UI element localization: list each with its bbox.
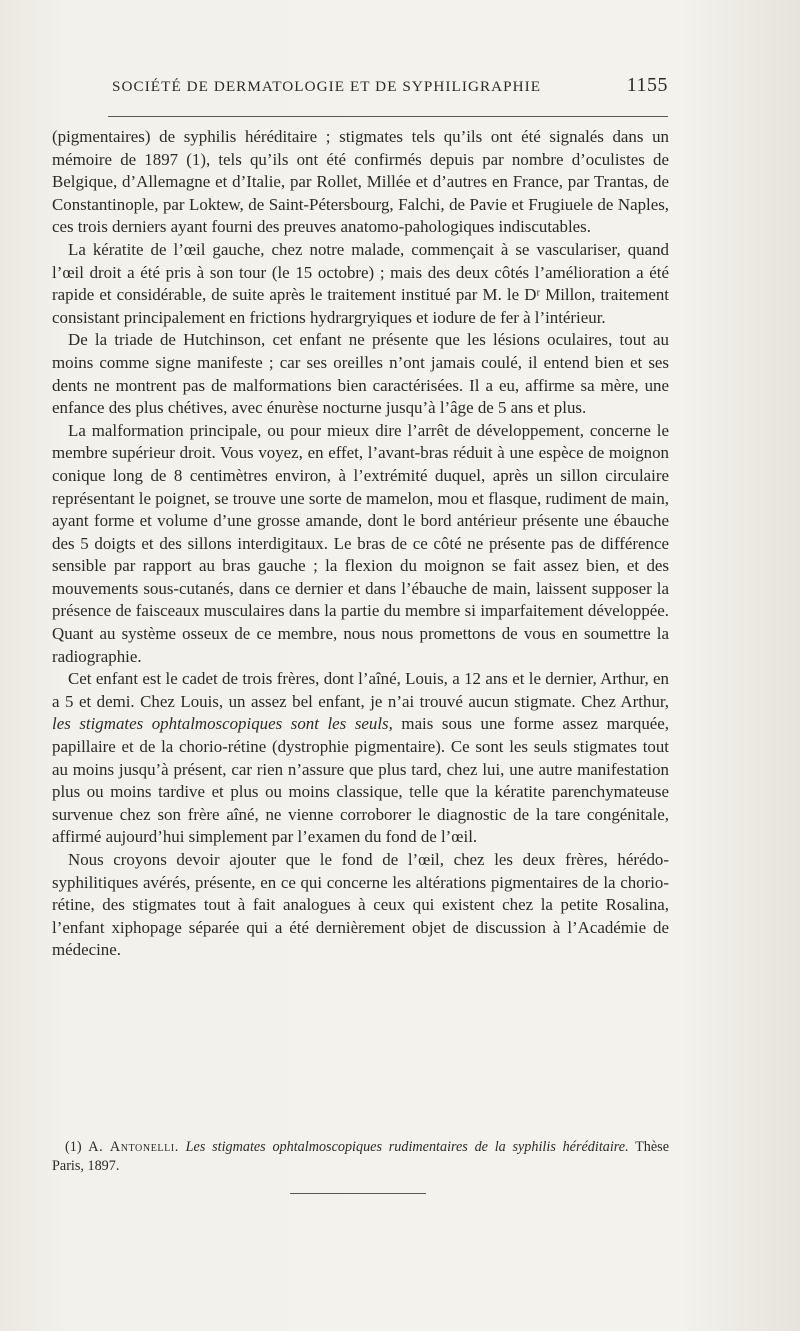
paragraph-3: De la triade de Hutchinson, cet enfant ne présente que les lésions oculaires, tout au moins comme signe manifeste ; car ses oreilles n’ont jamais coulé, il entend bien et ses dents ne montrent pas de malformations bien caractérisées. Il a eu, affirme sa mère, une enfance des plus chétives, avec énurèse nocturne jusqu’à l’âge de 5 ans et plus. <box>52 330 669 418</box>
footnote-author: A. Antonelli. <box>88 1139 179 1155</box>
footnote-title: Les stigmates ophtalmoscopiques rudimentaires de la syphilis héréditaire. <box>185 1139 629 1155</box>
paragraph-5 <box>52 668 669 849</box>
paragraph-5-italic: les stigmates ophtalmoscopiques sont les seuls, <box>52 714 393 734</box>
page-number: 1155 <box>626 74 668 96</box>
paragraph-4: La malformation principale, ou pour mieux dire l’arrêt de développement, concerne le membre supérieur droit. Vous voyez, en effet, l’avant-bras réduit à une espèce de moignon conique long de 8 centimètres environ, à l’extrémité duquel, après un sillon circulaire représentant le poignet, se trouve une sorte de mamelon, mou et flasque, rudiment de main, ayant forme et volume d’une grosse amande, dont le bord antérieur présente une ébauche des 5 doigts et des sillons interdigitaux. Le bras de ce côté ne présente pas de différence sensible par rapport au bras gauche ; la flexion du moignon se fait assez bien, et des mouvements sous-cutanés, dans ce dernier et dans l’ébauche de main, laissent supposer la présence de faisceaux musculaires dans la partie du membre si imparfaitement développée. Quant au système osseux de ce membre, nous nous promettons de vous en soumettre la radiographie. <box>52 420 669 666</box>
body-text <box>52 126 669 962</box>
paragraph-1: (pigmentaires) de syphilis héréditaire ; stigmates tels qu’ils ont été signalés dans un mémoire de 1897 (1), tels qu’ils ont été confirmés depuis par nombre d’oculistes de Belgique, d’Allemagne et d’Italie, par Rollet, Millée et d’autres en France, par Trantas, de Constantinople, par Loktew, de Saint-Pétersbourg, Falchi, de Pavie et Frugiuele de Naples, ces trois derniers ayant fourni des preuves anatomo-pahologiques indiscutables. <box>52 127 669 237</box>
paragraph-5-end: mais sous une forme assez marquée, papillaire et de la chorio-rétine (dystrophie pigmentaire). Ce sont les seuls stigmates tout au moins jusqu’à présent, car rien n’assure que plus tard, chez lui, une autre manifestation plus ou moins tardive et plus ou moins classique, telle que la kératite parenchymateuse survenue chez son frère aîné, ne vienne corroborer le diagnostic de la tare congénitale, affirmé aujourd’hui simplement par l’examen du fond de l’œil. <box>52 714 669 847</box>
footnote-marker: (1) <box>65 1139 89 1155</box>
footer-rule <box>290 1193 426 1194</box>
footnote <box>52 1138 669 1176</box>
paragraph-6: Nous croyons devoir ajouter que le fond de l’œil, chez les deux frères, hérédo-syphilitiques avérés, présente, en ce qui concerne les altérations pigmentaires de la chorio-rétine, des stigmates tout à fait analogues à ceux qui existent chez la petite Rosalina, l’enfant xiphopage séparée qui a été dernièrement objet de discussion à l’Académie de médecine. <box>52 850 669 960</box>
running-head <box>112 74 668 102</box>
paragraph-2: La kératite de l’œil gauche, chez notre malade, commençait à se vasculariser, quand l’œil droit a été pris à son tour (le 15 octobre) ; mais des deux côtés l’amélioration a été rapide et considérable, de suite après le traitement institué par M. le Dʳ Millon, traitement consistant principalement en frictions hydrargryiques et iodure de fer à l’intérieur. <box>52 239 669 327</box>
footnote-rest: Thèse Paris, 1897. <box>52 1139 670 1174</box>
paragraph-5-start: Cet enfant est le cadet de trois frères, dont l’aîné, Louis, a 12 ans et le dernier, Arthur, en a 5 et demi. Chez Louis, un assez bel enfant, je n’ai trouvé aucun stigmate. Chez Arthur, <box>52 669 669 711</box>
running-title: SOCIÉTÉ DE DERMATOLOGIE ET DE SYPHILIGRAPHIE <box>112 78 542 95</box>
header-rule <box>108 116 668 117</box>
